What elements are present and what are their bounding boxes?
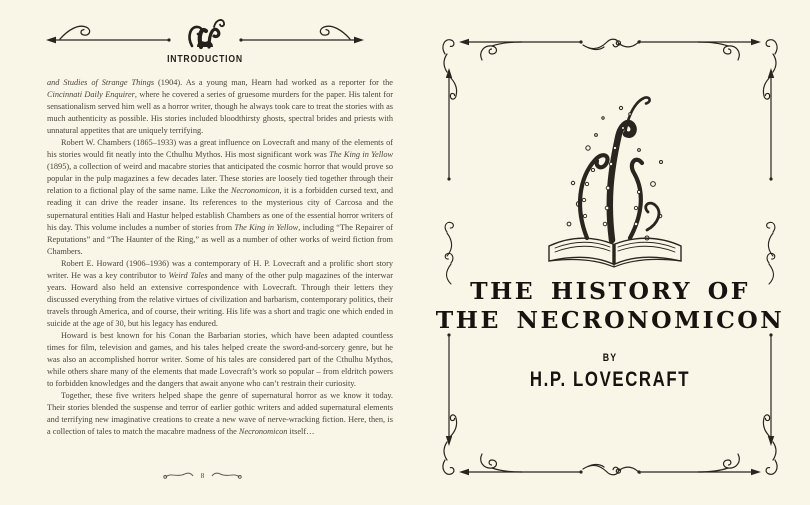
- paragraph: Robert W. Chambers (1865–1933) was a great influence on Lovecraft and many of the elements of his stories would fit neatly into the Cthulhu Mythos. His most significant work was The King in Yellow (1895), a collection of weird and macabre stories that anticipated the cosmic horror that would prove so popular in the pulp magazines a few decades later. These stories are loosely tied together through their relation to a fictional play of the same name. Like the Necronomicon, it is a forbidden cursed text, and reading it can drive the reader insane. Its references to the mysterious city of Carcosa and the supernatural entities Hali and Hastur helped establish Chambers as one of the essential horror writers of his day. This volume includes a number of stories from The King in Yellow, including “The Repairer of Reputations” and “The Haunter of the Ring,” as well as a number of other works of weird fiction from Chambers.: [47, 138, 394, 256]
- paragraph: Robert E. Howard (1906–1936) was a contemporary of H. P. Lovecraft and a prolific short story writer. He was a key contributor to Weird Tales and many of the other pulp magazines of the interwar years. Howard also held an extensive correspondence with Lovecraft. Through their letters they discussed everything from the relative virtues of civilization and barbarism, contemporary politics, their travels through America, and of course, their writing. His life was a short and tragic one which ended in suicide at the age of 30, but his legacy has endured.: [47, 258, 393, 328]
- chapter-heading: INTRODUCTION: [167, 53, 243, 65]
- author-name: H.P. LOVECRAFT: [529, 368, 691, 391]
- page-footer: [0, 466, 405, 484]
- footer-swash-right-icon: [211, 469, 243, 481]
- paragraph: Together, these five writers helped shape the genre of supernatural horror as we know it today. Their stories blended the suspense and terror of earlier gothic writers and added supernatural elements and terrifying new imaginative creations to create a new wave of nerve-wracking fiction. Here, then, is a collection of tales to match the macabre madness of the Necronomicon itself…: [47, 391, 393, 437]
- paragraph: and Studies of Strange Things (1904). As a young man, Hearn had worked as a reporter for the Cincinnati Daily Enquirer, where he covered a series of gruesome murders for the paper. His talent for sensationalism served him well as a horror writer, though he always took care to treat the stories with as much authenticity as possible. His stories included bloodthirsty ghosts, spectral brides and priests with unnatural appetites that are uniquely terrifying.: [47, 78, 393, 136]
- book-title-line2: THE NECRONOMICON: [435, 306, 785, 334]
- tentacle-glyph-icon: [190, 20, 225, 47]
- tentacles-book-illustration: [533, 88, 697, 274]
- chapter-header-flourish: [38, 12, 372, 52]
- title-block: [425, 277, 795, 392]
- book-title-line1: THE HISTORY OF: [470, 277, 750, 305]
- page-number: 8: [200, 470, 205, 480]
- byline: BY: [602, 352, 618, 364]
- right-page: [405, 0, 810, 505]
- footer-swash-left-icon: [162, 469, 194, 481]
- paragraph: Howard is best known for his Conan the Barbarian stories, which have been adapted countless times for film, television and games, and his tales helped create the sword-and-sorcery genre, but he was also an accomplished horror writer. Some of his tales are considered part of the Cthulhu Mythos, while others share many of the elements that made Lovecraft’s work so popular – from eldritch powers to forbidden knowledges and the dangers that await anyone who can’t restrain their curiosity.: [47, 330, 393, 389]
- body-text: [47, 77, 393, 438]
